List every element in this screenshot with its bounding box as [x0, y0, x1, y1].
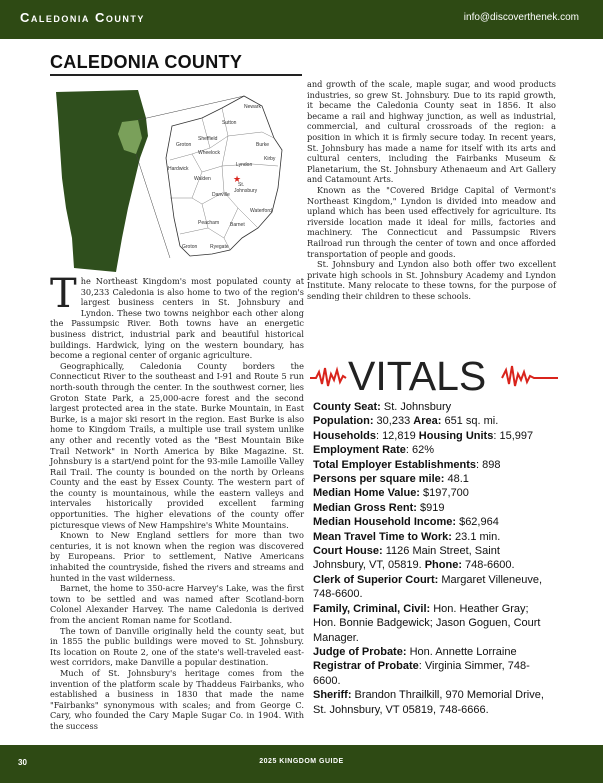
svg-text:Danville: Danville [212, 192, 230, 198]
vitals-list [313, 400, 553, 717]
svg-text:Waterford: Waterford [250, 208, 272, 214]
paragraph-schools: St. Johnsbury and Lyndon also both offer two excellent private high schools in St. Johnsbury Academy and Lyndon Institute. Many relocate to these towns, for the purpose of sending their children to these schools. [307, 259, 556, 301]
page-number: 30 [18, 758, 27, 767]
county-label: Caledonia County [20, 10, 145, 25]
county-seat-star-icon: ★ [233, 175, 242, 185]
svg-text:Sutton: Sutton [222, 120, 237, 126]
vitals-row: Persons per square mile: 48.1 [313, 473, 469, 486]
svg-text:Barnet: Barnet [230, 222, 245, 228]
email-link[interactable]: info@discoverthenek.com [463, 12, 579, 23]
svg-text:Sheffield: Sheffield [198, 136, 218, 142]
page-title: CALEDONIA COUNTY [50, 52, 243, 72]
paragraph-heritage: Much of St. Johnsbury's heritage comes from the invention of the platform scale by Thaddeus Fairbanks, who established a business in 1830 that made the name "Fairbanks" synonymous with scales; and from George C. Cary, who founded the Cary Maple Sugar Co. in 1904. With the success [50, 667, 304, 731]
vitals-row: Total Employer Establishments: 898 [313, 458, 501, 471]
paragraph-settlers: Known to New England settlers for more than two centuries, it is not known when the region was discovered by Europeans. Prior to settlement, Native Americans inhabited the countryside, fished the rivers and streams and hunted in the vast wilderness. [50, 530, 304, 583]
vitals-row: County Seat: St. Johnsbury [313, 401, 452, 413]
paragraph-growth: and growth of the scale, maple sugar, and wood products industries, so grew St. Johnsbury. Due to its rapid growth, it became the Caledonia County seat in 1856. It also became a rail and highway junction, as well as industrial, commercial, and cultural crossroads of the region: a position in which it is firmly secure today. In recent years, St. Johnsbury has made a name for itself with its arts and cultural centers, including the Fairbanks Museum & Planetarium, the St. Johnsbury Athenaeum and Art Gallery and Catamount Arts. [307, 79, 556, 185]
vitals-row: Mean Travel Time to Work: 23.1 min. [313, 530, 501, 543]
vitals-row: Households: 12,819 Housing Units: 15,997 [313, 429, 534, 442]
vitals-heading: VITALS [348, 353, 487, 396]
svg-text:Johnsbury: Johnsbury [234, 188, 258, 194]
paragraph-lyndon: Known as the "Covered Bridge Capital of Vermont's Northeast Kingdom," Lyndon is divided into meadow and upland which has been used effectively for agriculture. Its riverside location made it ideal for mills, factories and machinery. The Connecticut and Passumpsic Rivers Railroad run through the center of town and once afforded transportation of people and goods. [307, 184, 556, 259]
svg-text:Newark: Newark [244, 104, 261, 110]
intro-paragraph: The Northeast Kingdom's most populated county at 30,233 Caledonia is also home to two of the region's largest business centers in St. Johnsbury and Lyndon. These two towns neighbor each other along the Passumpsic River. Both towns have an energetic business district, industrial park and beautiful historical buildings. Hardwick, lying on the western boundary, has become a regional center of organic agriculture. [50, 271, 304, 361]
right-column [307, 79, 556, 301]
svg-text:Ryegate: Ryegate [210, 244, 229, 250]
vitals-row: Registrar of Probate: Virginia Simmer, 748-6600. [313, 660, 530, 687]
county-map [52, 88, 308, 274]
footer-bar [0, 745, 603, 783]
pulse-line-right [502, 366, 558, 386]
vitals-row: Population: 30,233 Area: 651 sq. mi. [313, 415, 499, 428]
svg-text:Wheelock: Wheelock [198, 150, 220, 156]
vitals-row: Median Home Value: $197,700 [313, 487, 469, 500]
dropcap: T [50, 271, 77, 317]
guide-title: 2025 KINGDOM GUIDE [259, 758, 344, 765]
vitals-row: Median Household Income: $62,964 [313, 516, 499, 529]
left-column [50, 271, 304, 732]
svg-text:Peacham: Peacham [198, 220, 220, 226]
vitals-row: Employment Rate: 62% [313, 444, 435, 457]
zoom-line-bottom [136, 154, 170, 258]
svg-text:Lyndon: Lyndon [236, 162, 253, 168]
vitals-heading-graphic [310, 350, 558, 396]
vitals-row: Court House: 1126 Main Street, Saint Johnsbury, VT, 05819. Phone: 748-6600. [313, 545, 515, 572]
vitals-row: Family, Criminal, Civil: Hon. Heather Gray; Hon. Bonnie Badgewick; Jason Goguen, Court Manager. [313, 602, 541, 644]
svg-text:Groton: Groton [176, 142, 192, 148]
vermont-state-shape [56, 90, 148, 272]
svg-text:Kirby: Kirby [264, 156, 276, 162]
svg-text:Hardwick: Hardwick [168, 166, 189, 172]
vitals-row: Median Gross Rent: $919 [313, 501, 445, 514]
svg-text:Groton: Groton [182, 244, 198, 250]
paragraph-geography: Geographically, Caledonia County borders the Connecticut River to the southeast and I-91 and Route 5 run north-south through the center. In the southwest corner, lies Groton State Park, a 25,000-acre forest and the second largest protected area in the state. Burke Mountain, in East Burke, is a major ski resort in the region. East Burke is also home to Kingdom Trails, a multiple use trail system unlike any other and recently voted as the "Best Mountain Bike Trail Network" in North America by Bike Magazine. St. Johnsbury is a start/end point for the 93-mile Lamoille Valley Rail Trail. The county is bounded on the north by Orleans County and the east by Essex County. The western part of the county is mountainous, while the eastern valleys and intervales historically provided excellent farming opportunities. The higher elevations of the county offer picturesque views of New Hampshire's White Mountains. [50, 360, 304, 530]
svg-text:St.: St. [238, 182, 245, 188]
title-rule [50, 74, 302, 76]
svg-text:Burke: Burke [256, 142, 270, 148]
pulse-line-left [310, 368, 346, 386]
svg-text:Walden: Walden [194, 176, 211, 182]
vitals-row: Judge of Probate: Hon. Annette Lorraine [313, 645, 517, 658]
header-bar [0, 0, 603, 39]
paragraph-danville: The town of Danville originally held the county seat, but in 1855 the public buildings were moved to St. Johnsbury. Its location on Route 2, one of the state's well-traveled east-west corridors, make Danville a popular destination. [50, 625, 304, 668]
vitals-row: Clerk of Superior Court: Margaret Villeneuve, 748-6600. [313, 573, 543, 601]
paragraph-barnet: Barnet, the home to 350-acre Harvey's Lake, was the first town to be settled and was named after Scotland-born Colonel Alexander Harvey. The name Caledonia is derived from the ancient Roman name for Scotland. [50, 583, 304, 625]
vitals-row: Sheriff: Brandon Thrailkill, 970 Memorial Drive, St. Johnsbury, VT 05819, 748-6666. [313, 689, 544, 716]
